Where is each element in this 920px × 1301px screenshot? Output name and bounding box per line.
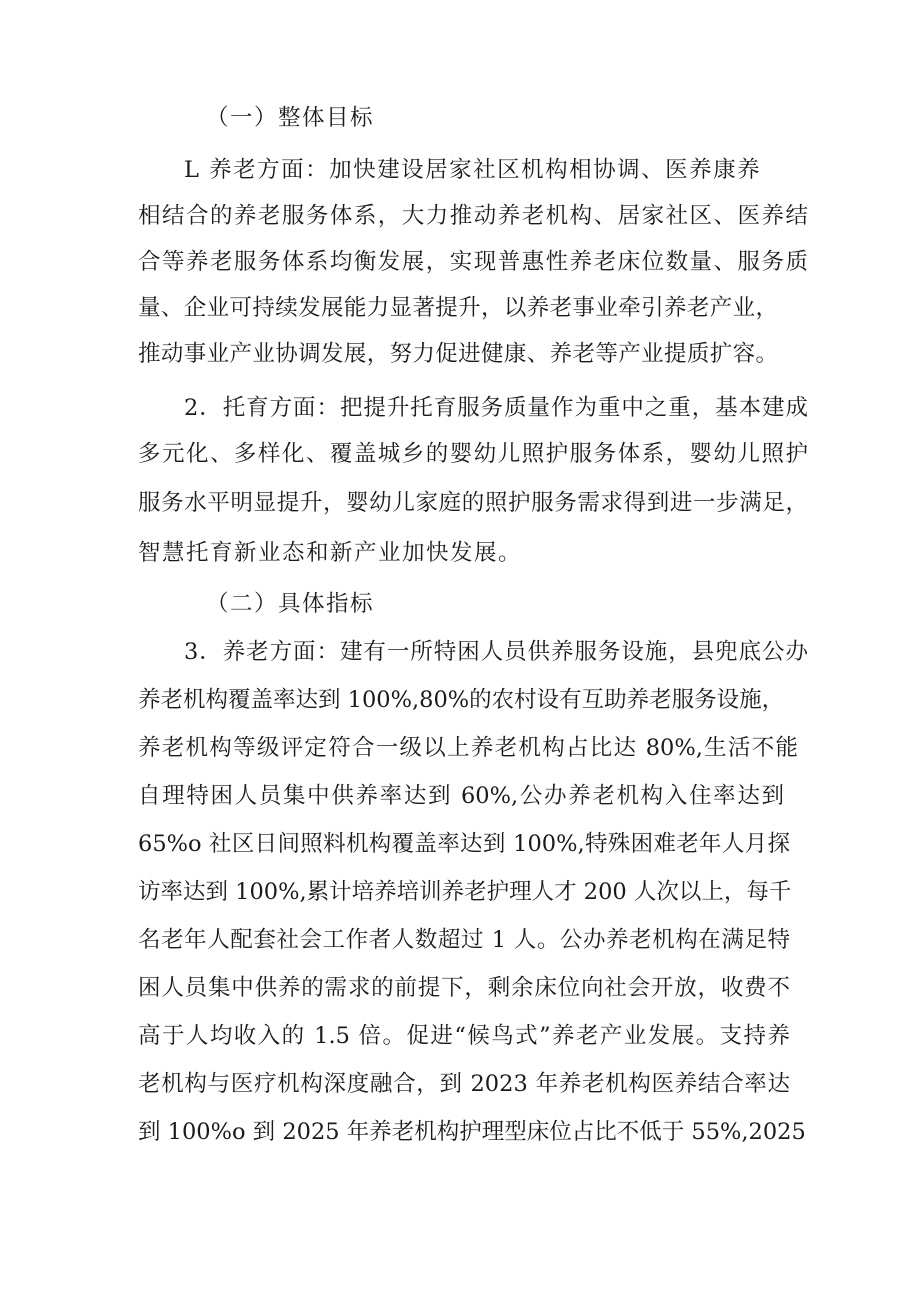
paragraph-line: 多元化、多样化、覆盖城乡的婴幼儿照护服务体系，婴幼儿照护 [138, 441, 808, 467]
paragraph-line: 量、企业可持续发展能力显著提升，以养老事业牵引养老产业， [138, 295, 778, 321]
paragraph-line: 养老机构等级评定符合一级以上养老机构占比达 80%,生活不能 [138, 735, 798, 761]
paragraph-line: 推动事业产业协调发展，努力促进健康、养老等产业提质扩容。 [138, 341, 778, 367]
paragraph-line: 困人员集中供养的需求的前提下，剩余床位向社会开放，收费不 [138, 975, 790, 1001]
paragraph-line: 合等养老服务体系均衡发展，实现普惠性养老床位数量、服务质 [138, 249, 808, 275]
section-heading-overall-goals: （一）整体目标 [206, 105, 375, 131]
paragraph-line: 65%o 社区日间照料机构覆盖率达到 100%,特殊困难老年人月探 [138, 831, 790, 857]
paragraph-line: 3．养老方面：建有一所特困人员供养服务设施，县兜底公办 [184, 639, 808, 665]
paragraph-line: 养老机构覆盖率达到 100%,80%的农村设有互助养老服务设施， [138, 687, 785, 713]
paragraph-line: 智慧托育新业态和新产业加快发展。 [138, 540, 523, 566]
paragraph-line: 服务水平明显提升，婴幼儿家庭的照护服务需求得到进一步满足， [138, 490, 808, 516]
paragraph-line: L 养老方面：加快建设居家社区机构相协调、医养康养 [184, 157, 762, 183]
paragraph-line: 访率达到 100%,累计培养培训养老护理人才 200 人次以上，每千 [138, 879, 792, 905]
paragraph-line: 名老年人配套社会工作者人数超过 1 人。公办养老机构在满足特 [138, 927, 790, 953]
section-heading-specific-indicators: （二）具体指标 [206, 591, 375, 617]
paragraph-line: 到 100%o 到 2025 年养老机构护理型床位占比不低于 55%,2025 [138, 1119, 806, 1145]
paragraph-line: 高于人均收入的 1.5 倍。促进“候鸟式”养老产业发展。支持养 [138, 1023, 790, 1049]
paragraph-line: 自理特困人员集中供养率达到 60%,公办养老机构入住率达到 [138, 783, 784, 809]
paragraph-line: 2．托育方面：把提升托育服务质量作为重中之重，基本建成 [184, 395, 808, 421]
paragraph-line: 老机构与医疗机构深度融合，到 2023 年养老机构医养结合率达 [138, 1071, 790, 1097]
paragraph-line: 相结合的养老服务体系，大力推动养老机构、居家社区、医养结 [138, 203, 808, 229]
